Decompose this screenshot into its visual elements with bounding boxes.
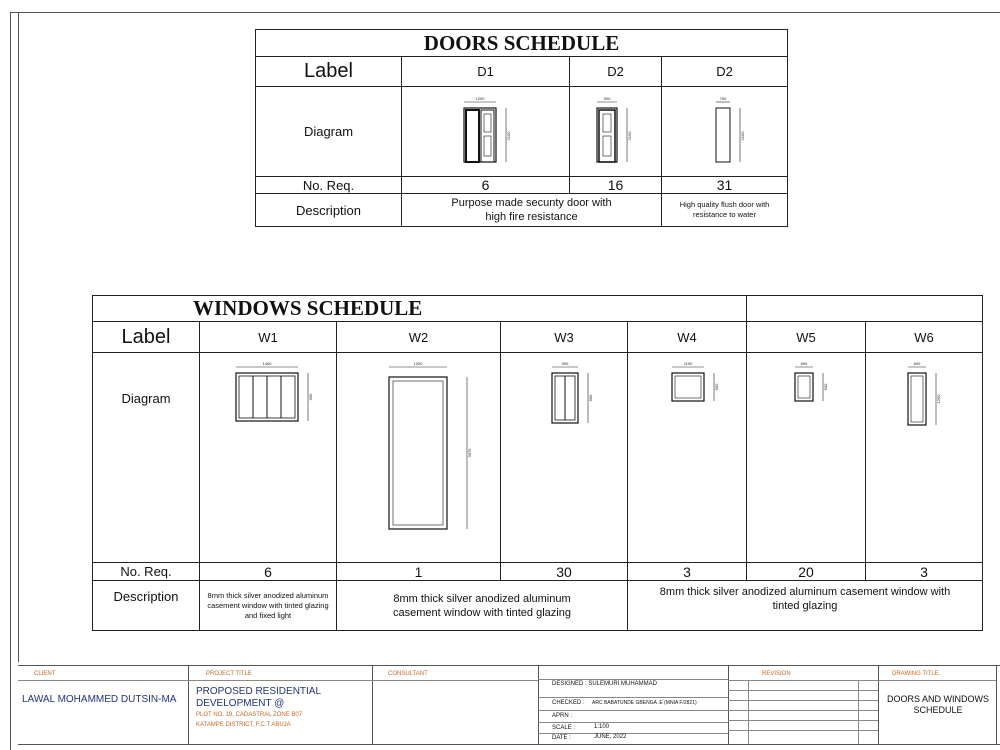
windows-description-label: Description xyxy=(93,581,200,631)
window-w2-diagram xyxy=(337,353,501,563)
window-w2-height-dim: 3075 xyxy=(466,448,472,458)
window-w5-width-dim: 600 xyxy=(800,361,808,366)
flush-door-drawing xyxy=(690,96,760,168)
tall-window-drawing xyxy=(354,353,484,533)
double-door-drawing xyxy=(446,96,526,168)
door-d3-description: High quality flush door with resistance to water xyxy=(662,194,788,227)
project-title-label: PROJECT TITLE xyxy=(206,671,252,677)
project-line2: DEVELOPMENT @ xyxy=(196,698,285,709)
window-w1-diagram xyxy=(200,353,337,563)
window-w3-noreq: 30 xyxy=(501,563,628,581)
window-label-w4: W4 xyxy=(628,322,747,353)
date-value: JUNE, 2022 xyxy=(594,734,627,740)
wide-window-drawing xyxy=(637,353,737,433)
frame-left-line xyxy=(10,12,11,750)
drawing-title-label: DRAWING TITLE. xyxy=(892,671,941,677)
window-w3-height-dim: 900 xyxy=(588,394,593,402)
window-w5-diagram xyxy=(747,353,866,563)
window-w4-noreq: 3 xyxy=(628,563,747,581)
project-address-line2: KATAMPE DISTRICT, F.C.T ABUJA xyxy=(196,722,291,728)
window-w4-width-dim: 1100 xyxy=(683,361,693,366)
door-d2-noreq: 16 xyxy=(570,177,662,194)
client-label: CLIENT xyxy=(34,671,56,677)
door-d1-noreq: 6 xyxy=(402,177,570,194)
door-d3-height-dim: 2100 xyxy=(739,131,745,140)
door-d2-width-dim: 900 xyxy=(603,95,610,101)
frame-inner-left-line xyxy=(18,12,19,662)
window-w1-width-dim: 1400 xyxy=(262,361,272,366)
title-block xyxy=(18,665,1000,745)
window-w4-height-dim: 600 xyxy=(714,383,719,391)
window-label-w5: W5 xyxy=(747,322,866,353)
door-d3-noreq: 31 xyxy=(662,177,788,194)
checked-by: ARC BABATUNDE GBENGA .E (MNIA F/2821) xyxy=(592,700,697,706)
window-w1-description: 8mm thick silver anodized aluminum casement window with tinted glazing and fixed light xyxy=(200,581,337,631)
aprn-label: APRN : xyxy=(552,713,573,719)
designed-by: DESIGNED : SULEMURI MUHAMMAD xyxy=(552,681,658,687)
drawing-title: DOORS AND WINDOWS SCHEDULE xyxy=(886,694,989,715)
window-w6-diagram xyxy=(866,353,983,563)
single-door-drawing xyxy=(581,96,651,168)
door-d3-diagram xyxy=(662,87,788,177)
window-w1-height-dim: 900 xyxy=(308,393,313,401)
window-w5-height-dim: 600 xyxy=(823,383,828,391)
doors-noreq-label: No. Req. xyxy=(256,177,402,194)
door-d1-width-dim: 1200 xyxy=(475,95,484,101)
revision-label: REVISION xyxy=(762,671,791,677)
window-w3-diagram xyxy=(501,353,628,563)
window-w6-height-dim: 1200 xyxy=(936,394,941,404)
window-w5-noreq: 20 xyxy=(747,563,866,581)
windows-title-blank-cell xyxy=(747,296,983,322)
door-label-d1: D1 xyxy=(402,57,570,87)
window-label-w1: W1 xyxy=(200,322,337,353)
window-w2-noreq: 1 xyxy=(337,563,501,581)
window-w3-width-dim: 900 xyxy=(561,361,569,366)
checked-label: CHECKED : xyxy=(552,700,585,706)
windows-label-header: Label xyxy=(93,322,200,353)
windows-schedule-table xyxy=(92,295,983,631)
small-window-drawing xyxy=(756,353,856,433)
window-w6-noreq: 3 xyxy=(866,563,983,581)
window-w2-width-dim: 1200 xyxy=(413,361,422,366)
date-label: DATE : xyxy=(552,735,571,741)
four-pane-window-drawing xyxy=(213,353,323,433)
door-d1-height-dim: 2100 xyxy=(505,131,511,140)
door-label-d2: D2 xyxy=(570,57,662,87)
windows-diagram-row-label: Diagram xyxy=(93,353,200,563)
doors-diagram-row-label: Diagram xyxy=(256,87,402,177)
doors-schedule-title: DOORS SCHEDULE xyxy=(256,30,788,57)
window-w2-w3-description: 8mm thick silver anodized aluminum casement window with tinted glazing xyxy=(337,581,628,631)
door-d3-width-dim: 750 xyxy=(719,95,726,101)
project-line1: PROPOSED RESIDENTIAL xyxy=(196,686,322,697)
frame-top-line xyxy=(10,12,1000,13)
project-address-line1: PLOT NO. 19, CADASTRAL ZONE B07 xyxy=(196,712,303,718)
door-d2-diagram xyxy=(570,87,662,177)
door-d2-height-dim: 2100 xyxy=(626,131,632,140)
window-w1-noreq: 6 xyxy=(200,563,337,581)
windows-schedule-title: WINDOWS SCHEDULE xyxy=(93,296,747,322)
client-name: LAWAL MOHAMMED DUTSIN-MA xyxy=(22,694,177,705)
scale-label: SCALE : xyxy=(552,725,576,731)
window-w4-w6-description: 8mm thick silver anodized aluminum casement window with tinted glazing xyxy=(628,581,983,631)
doors-schedule-table xyxy=(255,29,788,227)
doors-label-header: Label xyxy=(256,57,402,87)
window-label-w3: W3 xyxy=(501,322,628,353)
window-w4-diagram xyxy=(628,353,747,563)
doors-description-label: Description xyxy=(256,194,402,227)
consultant-label: CONSULTANT xyxy=(388,671,428,677)
window-label-w2: W2 xyxy=(337,322,501,353)
windows-noreq-label: No. Req. xyxy=(93,563,200,581)
door-d1-diagram xyxy=(402,87,570,177)
door-d1-d2-description: Purpose made secunty door with high fire resistance xyxy=(402,194,662,227)
window-w6-width-dim: 600 xyxy=(913,361,921,366)
two-pane-window-drawing xyxy=(514,353,614,433)
scale-value: 1:100 xyxy=(594,724,610,730)
window-label-w6: W6 xyxy=(866,322,983,353)
door-label-d3: D2 xyxy=(662,57,788,87)
narrow-window-drawing xyxy=(874,353,974,433)
